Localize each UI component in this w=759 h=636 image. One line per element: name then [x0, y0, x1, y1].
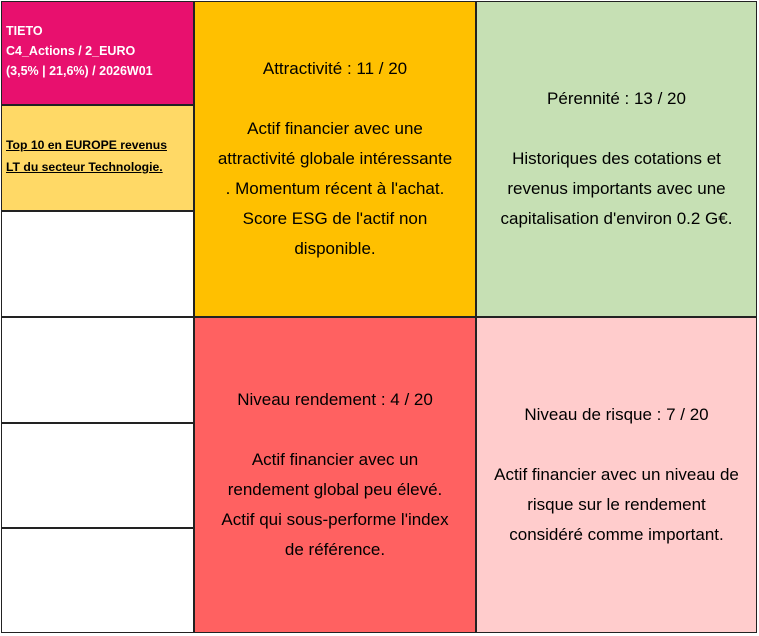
risque-line: Actif financier avec un niveau de: [494, 465, 739, 484]
risque-cell: [476, 317, 757, 633]
perennite-line: revenus importants avec une: [507, 179, 726, 198]
rendement-line: Actif financier avec un: [251, 450, 419, 469]
risque-description: [494, 460, 739, 550]
attractivite-line: . Momentum récent à l'achat.: [225, 179, 445, 198]
attractivite-heading: Attractivité : 11 / 20: [262, 59, 408, 78]
blank-cell-4: [1, 528, 194, 633]
perennite-description: [501, 144, 733, 234]
blank-cell-1: [1, 211, 194, 317]
top10-line-1[interactable]: Top 10 en EUROPE revenus: [6, 138, 167, 152]
attractivite-cell: [194, 1, 476, 317]
attractivite-line: attractivité globale intéressante: [217, 149, 453, 168]
attractivite-line: Score ESG de l'actif non: [242, 209, 428, 228]
top10-line-2[interactable]: LT du secteur Technologie.: [6, 160, 163, 174]
rendement-line: rendement global peu élevé.: [227, 480, 443, 499]
asset-stats: (3,5% | 21,6%) / 2026W01: [6, 64, 153, 78]
blank-cell-2: [1, 317, 194, 423]
risque-heading: Niveau de risque : 7 / 20: [524, 405, 709, 424]
rendement-heading: Niveau rendement : 4 / 20: [237, 390, 433, 409]
asset-category: C4_Actions / 2_EURO: [6, 44, 136, 58]
perennite-cell: [476, 1, 757, 317]
attractivite-line: Actif financier avec une: [247, 119, 423, 138]
top10-link-cell[interactable]: [1, 105, 194, 211]
perennite-line: capitalisation d'environ 0.2 G€.: [500, 209, 733, 228]
attractivite-line: disponible.: [294, 239, 376, 258]
asset-title-cell: [1, 1, 194, 105]
asset-name: TIETO: [6, 24, 43, 38]
rendement-cell: [194, 317, 476, 633]
perennite-line: Historiques des cotations et: [512, 149, 721, 168]
rendement-line: Actif qui sous-performe l'index: [221, 510, 449, 529]
rendement-description: [221, 445, 448, 565]
rendement-line: de référence.: [284, 540, 386, 559]
risque-line: risque sur le rendement: [527, 495, 706, 514]
perennite-heading: Pérennité : 13 / 20: [547, 89, 686, 108]
attractivite-description: [218, 114, 452, 264]
risque-line: considéré comme important.: [509, 525, 724, 544]
blank-cell-3: [1, 423, 194, 528]
